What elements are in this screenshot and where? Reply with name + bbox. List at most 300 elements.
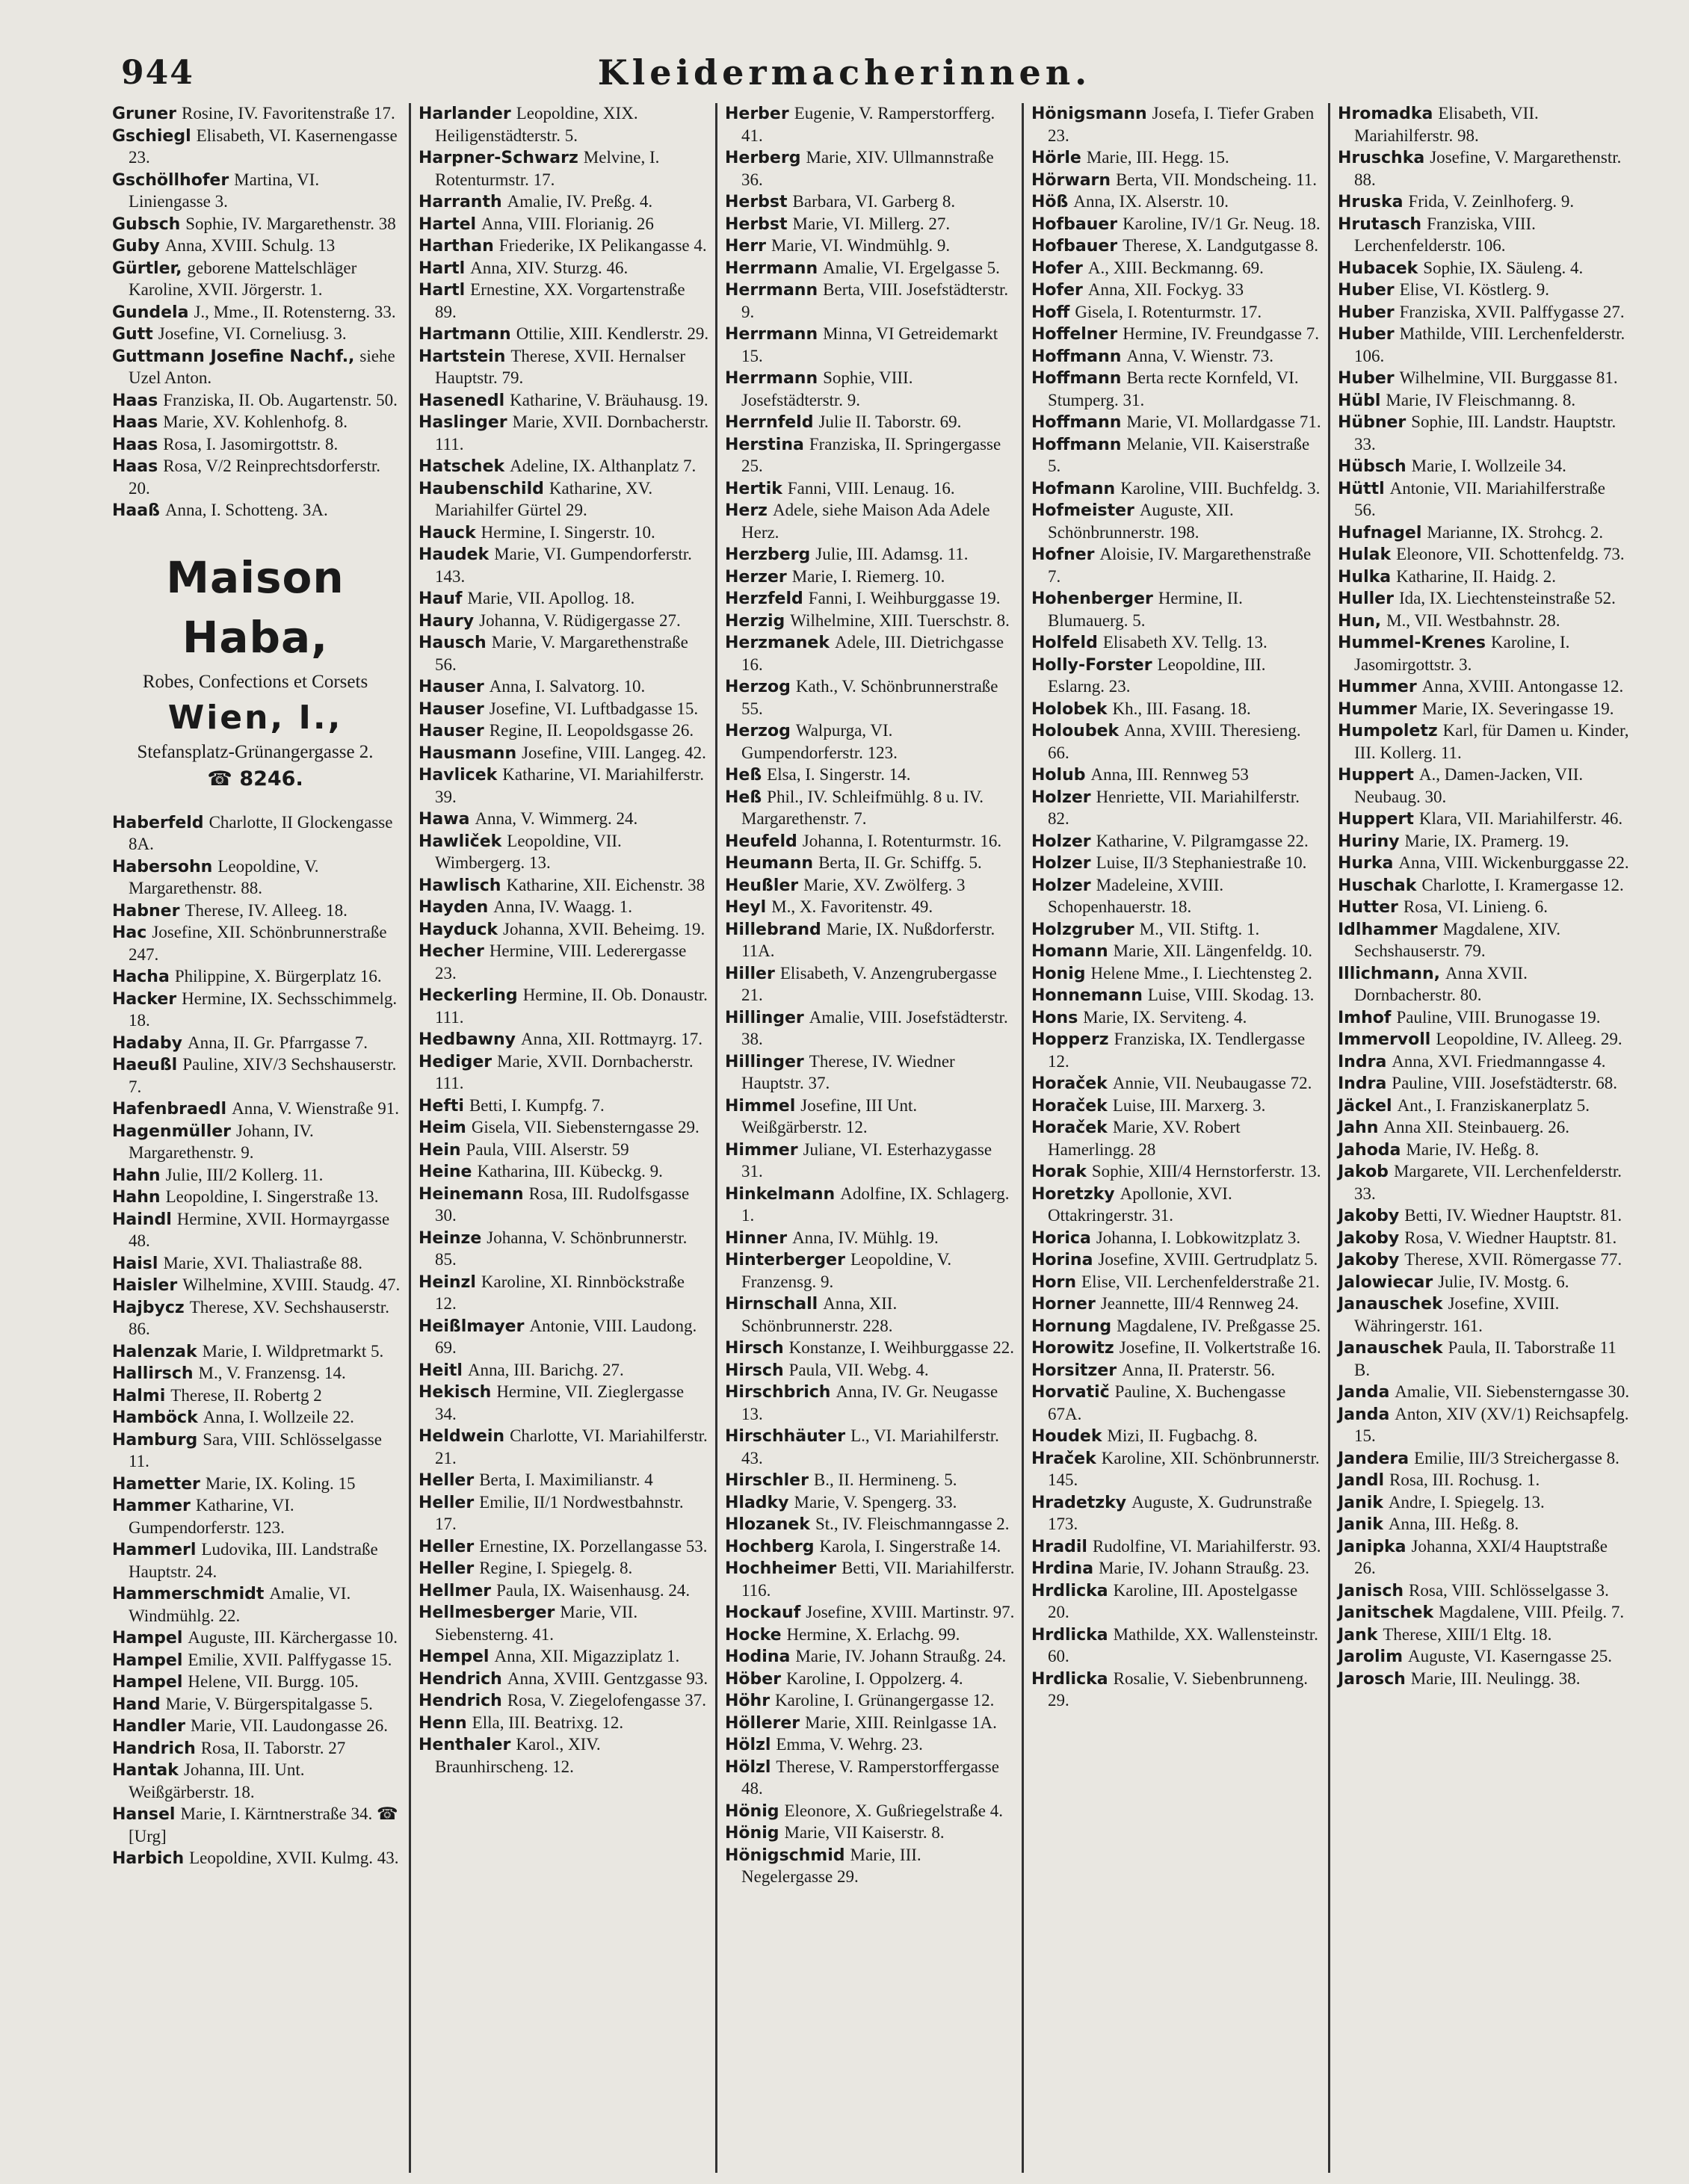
entry-surname: Horn — [1031, 1272, 1077, 1292]
entry-details: Katharine, VI. Gumpendorferstr. 123. — [129, 1496, 294, 1537]
column-1-top-list — [112, 103, 403, 522]
entry-details: Anna, III. Heßg. 8. — [1388, 1515, 1519, 1533]
directory-entry — [419, 390, 709, 412]
entry-details: Leopoldine, IV. Alleeg. 29. — [1436, 1030, 1622, 1048]
entry-surname: Hartl — [419, 259, 466, 278]
entry-surname: Herr — [725, 237, 767, 256]
directory-entry — [1031, 1448, 1322, 1492]
entry-surname: Janik — [1338, 1515, 1383, 1534]
entry-details: Elisabeth XV. Tellg. 13. — [1102, 633, 1267, 652]
entry-details: Josefine, III Unt. Weißgärberstr. 12. — [741, 1095, 918, 1136]
entry-surname: Hulak — [1338, 545, 1392, 564]
directory-entry — [419, 258, 709, 280]
page-number: 944 — [121, 54, 194, 92]
entry-details: Marie, IX. Severingasse 19. — [1421, 699, 1614, 718]
entry-details: Anna, IX. Alserstr. 10. — [1073, 192, 1229, 211]
entry-surname: Henn — [419, 1713, 467, 1733]
entry-details: Anna, II. Gr. Pfarrgasse 7. — [187, 1033, 368, 1052]
entry-details: Karoline, I. Grünangergasse 12. — [775, 1691, 995, 1710]
entry-details: Katharine, XII. Eichenstr. 38 — [506, 875, 705, 894]
entry-surname: Horaček — [1031, 1096, 1108, 1116]
entry-details: Marie, VII Kaiserstr. 8. — [784, 1823, 945, 1842]
directory-entry — [1338, 897, 1631, 919]
entry-details: Eleonore, VII. Schottenfeldg. 73. — [1396, 545, 1625, 563]
directory-entry — [725, 1845, 1016, 1889]
entry-details: Anna, IV. Mühlg. 19. — [792, 1228, 939, 1247]
entry-surname: Horsitzer — [1031, 1361, 1117, 1380]
directory-entry — [112, 966, 403, 989]
directory-entry — [1338, 258, 1631, 280]
entry-details: Sophie, XIII/4 Hernstorferstr. 13. — [1091, 1162, 1321, 1181]
entry-surname: Herzberg — [725, 545, 811, 564]
entry-details: Sophie, III. Landstr. Hauptstr. 33. — [1354, 412, 1617, 454]
entry-surname: Hinner — [725, 1228, 788, 1248]
directory-entry — [1031, 632, 1322, 655]
entry-details: Minna, VI Getreidemarkt 15. — [741, 324, 998, 365]
entry-details: Rosa, V. Wiedner Hauptstr. 81. — [1404, 1228, 1617, 1247]
directory-entry — [1338, 478, 1631, 522]
entry-details: Josefine, XII. Schönbrunnerstraße 247. — [129, 923, 387, 964]
entry-surname: Hertik — [725, 479, 782, 498]
directory-entry — [112, 1495, 403, 1539]
entry-details: L., VI. Mariahilferstr. 43. — [741, 1426, 999, 1467]
entry-details: Leopoldine, XVII. Kulmg. 43. — [189, 1849, 399, 1867]
entry-surname: Hempel — [419, 1648, 490, 1666]
entry-details: Marie, VI. Mollardgasse 71. — [1126, 412, 1321, 431]
directory-entry — [725, 787, 1016, 831]
entry-details: Rosa, I. Jasomirgottstr. 8. — [163, 434, 339, 454]
entry-details: Karoline, I. Jasomirgottstr. 3. — [1354, 633, 1570, 674]
directory-entry — [1338, 1007, 1631, 1030]
entry-surname: Hand — [112, 1695, 161, 1714]
entry-surname: Hradetzky — [1031, 1493, 1127, 1512]
entry-surname: Immervoll — [1338, 1030, 1431, 1049]
directory-entry — [725, 1668, 1016, 1691]
entry-surname: Jakoby — [1338, 1228, 1400, 1248]
directory-entry — [419, 1228, 709, 1272]
directory-entry — [725, 632, 1016, 676]
directory-entry — [725, 1360, 1016, 1382]
entry-surname: Huller — [1338, 590, 1394, 608]
entry-surname: Hekisch — [419, 1383, 492, 1402]
directory-entry — [112, 1583, 403, 1627]
entry-details: Leopoldine, XIX. Heiligenstädterstr. 5. — [435, 104, 638, 145]
entry-surname: Habner — [112, 901, 180, 921]
entry-details: Madeleine, XVIII. Schopenhauerstr. 18. — [1048, 875, 1224, 916]
directory-entry — [112, 1165, 403, 1187]
entry-surname: Jahoda — [1338, 1140, 1401, 1160]
entry-surname: Hauf — [419, 590, 463, 608]
entry-surname: Hirnschall — [725, 1295, 818, 1314]
directory-entry — [419, 103, 709, 147]
directory-entry — [725, 764, 1016, 787]
directory-entry — [419, 1095, 709, 1118]
directory-entry — [1031, 720, 1322, 764]
entry-surname: Hendrich — [419, 1692, 502, 1710]
entry-surname: Hellmesberger — [419, 1603, 555, 1622]
entry-surname: Handrich — [112, 1739, 196, 1758]
entry-surname: Höllerer — [725, 1713, 800, 1733]
entry-details: Paula, IX. Waisenhausg. 24. — [496, 1580, 691, 1600]
directory-entry — [112, 1738, 403, 1760]
entry-details: B., II. Hermineng. 5. — [813, 1470, 957, 1489]
directory-entry — [112, 434, 403, 457]
entry-surname: Hahn — [112, 1166, 161, 1185]
entry-surname: Gubsch — [112, 214, 181, 234]
entry-details: Marie, IV. Heßg. 8. — [1406, 1139, 1540, 1159]
directory-entry — [1338, 324, 1631, 368]
entry-details: Mathilde, VIII. Lerchenfelderstr. 106. — [1354, 324, 1625, 365]
directory-entry — [1031, 279, 1322, 302]
entry-details: Andre, I. Spiegelg. 13. — [1388, 1492, 1545, 1512]
entry-surname: Heß — [725, 788, 762, 807]
entry-surname: Handler — [112, 1717, 185, 1736]
directory-entry — [1031, 1360, 1322, 1382]
directory-entry — [725, 1734, 1016, 1757]
directory-entry — [419, 743, 709, 765]
entry-details: Hermine, II. Blumauerg. 5. — [1048, 589, 1243, 630]
entry-surname: Hörle — [1031, 149, 1081, 167]
entry-surname: Heißlmayer — [419, 1317, 525, 1336]
entry-details: Therese, XIII/1 Eltg. 18. — [1383, 1624, 1552, 1644]
directory-entry — [419, 412, 709, 456]
entry-surname: Himmer — [725, 1140, 798, 1160]
directory-entry — [1338, 875, 1631, 897]
entry-surname: Janda — [1338, 1383, 1390, 1402]
entry-details: Marie, IV. Johann Straußg. 24. — [795, 1647, 1007, 1665]
directory-entry — [419, 1713, 709, 1735]
entry-details: Therese, IV. Alleeg. 18. — [185, 900, 348, 920]
entry-surname: Horvatič — [1031, 1383, 1110, 1402]
entry-details: A., Damen-Jacken, VII. Neubaug. 30. — [1354, 765, 1584, 806]
entry-details: Anna, XII. Schönbrunnerstr. 228. — [741, 1294, 898, 1335]
directory-entry — [725, 1713, 1016, 1735]
entry-surname: Huber — [1338, 303, 1395, 322]
entry-details: Franziska, II. Ob. Augartenstr. 50. — [163, 390, 398, 409]
entry-surname: Hasenedl — [419, 391, 505, 410]
entry-surname: Hohenberger — [1031, 590, 1153, 608]
entry-details: Adele, siehe Maison Ada Adele Herz. — [741, 501, 990, 542]
entry-details: Josefine, VIII. Langeg. 42. — [522, 743, 706, 762]
directory-entry — [419, 632, 709, 676]
entry-details: Hermine, II. Ob. Donaustr. 111. — [435, 986, 708, 1027]
directory-entry — [1338, 632, 1631, 676]
entry-details: Margarete, VII. Lerchenfelderstr. 33. — [1354, 1162, 1622, 1203]
directory-entry — [1338, 544, 1631, 566]
directory-entry — [1031, 1558, 1322, 1580]
entry-surname: Holobek — [1031, 699, 1108, 719]
entry-surname: Harlander — [419, 105, 511, 123]
entry-surname: Homann — [1031, 942, 1108, 961]
entry-details: Katharine, VI. Mariahilferstr. 39. — [435, 765, 705, 806]
column-2 — [411, 103, 717, 2173]
entry-details: Fanni, I. Weihburggasse 19. — [808, 589, 1001, 607]
entry-details: Katharine, V. Pilgramgasse 22. — [1096, 831, 1309, 850]
entry-surname: Haberfeld — [112, 813, 204, 832]
directory-entry — [112, 1473, 403, 1496]
entry-details: Johann, IV. Margarethenstr. 9. — [129, 1121, 314, 1162]
entry-surname: Herzfeld — [725, 590, 803, 608]
entry-details: Helene Mme., I. Liechtensteg 2. — [1090, 963, 1312, 983]
directory-entry — [1031, 1382, 1322, 1426]
entry-details: Hermine, X. Erlachg. 99. — [786, 1624, 960, 1644]
entry-details: Marie, XV. Robert Hamerlingg. 28 — [1048, 1118, 1241, 1159]
directory-entry — [725, 1514, 1016, 1536]
entry-surname: Horowitz — [1031, 1339, 1114, 1358]
ad-subtitle: Robes, Confections et Corsets — [142, 671, 368, 692]
entry-details: Amalie, IV. Preßg. 4. — [507, 192, 653, 211]
entry-details: Walpurga, VI. Gumpendorferstr. 123. — [741, 721, 898, 762]
entry-surname: Hoffelner — [1031, 325, 1118, 344]
entry-surname: Hartmann — [419, 325, 511, 344]
directory-entry — [1338, 1139, 1631, 1162]
entry-surname: Hocke — [725, 1625, 782, 1645]
entry-details: Therese, V. Ramperstorffergasse 48. — [741, 1757, 999, 1798]
entry-surname: Hoffmann — [1031, 413, 1122, 432]
entry-details: Anna XII. Steinbauerg. 26. — [1383, 1118, 1570, 1136]
directory-entry — [112, 812, 403, 856]
entry-surname: Hopperz — [1031, 1030, 1109, 1049]
directory-entry — [112, 1671, 403, 1694]
entry-details: Leopoldine, VII. Wimbergerg. 13. — [435, 831, 622, 872]
entry-details: Ida, IX. Liechtensteinstraße 52. — [1398, 589, 1616, 607]
entry-surname: Herbst — [725, 193, 788, 211]
entry-surname: Haas — [112, 413, 158, 432]
directory-entry — [419, 1139, 709, 1162]
directory-entry — [1338, 588, 1631, 610]
directory-entry — [112, 900, 403, 923]
entry-surname: Hirsch — [725, 1361, 784, 1380]
directory-entry — [1338, 1514, 1631, 1536]
directory-entry — [112, 989, 403, 1033]
entry-surname: Heumann — [725, 854, 814, 873]
entry-surname: Hüttl — [1338, 479, 1385, 498]
entry-details: Amalie, VIII. Josefstädterstr. 38. — [741, 1007, 1008, 1048]
entry-details: A., XIII. Beckmanng. 69. — [1087, 258, 1264, 277]
entry-details: Anna, III. Barichg. 27. — [467, 1360, 624, 1379]
entry-surname: Hoffmann — [1031, 369, 1122, 388]
entry-details: Ella, III. Beatrixg. 12. — [472, 1713, 624, 1732]
entry-surname: Herzig — [725, 611, 785, 631]
directory-entry — [1338, 214, 1631, 258]
directory-entry — [1031, 324, 1322, 346]
directory-entry — [419, 1690, 709, 1713]
entry-details: Rosine, IV. Favoritenstraße 17. — [182, 104, 395, 123]
directory-entry — [112, 1363, 403, 1385]
entry-surname: Hurka — [1338, 854, 1394, 873]
directory-entry — [725, 1558, 1016, 1602]
entry-details: Kath., V. Schönbrunnerstraße 55. — [741, 677, 998, 718]
directory-entry — [725, 258, 1016, 280]
directory-entry — [1031, 1624, 1322, 1668]
entry-details: Ludovika, III. Landstraße Hauptstr. 24. — [129, 1540, 378, 1581]
column-4 — [1024, 103, 1330, 2173]
entry-details: Anna, XVIII. Gentzgasse 93. — [507, 1668, 708, 1688]
entry-surname: Herrmann — [725, 259, 818, 278]
directory-entry — [725, 1624, 1016, 1647]
entry-surname: Hummer — [1338, 678, 1417, 696]
entry-details: Sara, VIII. Schlösselgasse 11. — [129, 1429, 382, 1470]
directory-entry — [1031, 235, 1322, 258]
entry-details: Marie, VI. Windmühlg. 9. — [771, 236, 951, 255]
directory-entry — [419, 522, 709, 545]
directory-entry — [1338, 1249, 1631, 1272]
entry-details: Hermine, XVII. Hormayrgasse 48. — [129, 1209, 390, 1250]
directory-entry — [112, 1848, 403, 1870]
entry-details: Johanna, XXI/4 Hauptstraße 26. — [1354, 1536, 1608, 1577]
directory-entry — [419, 1029, 709, 1051]
directory-entry — [1338, 1095, 1631, 1118]
entry-surname: Herber — [725, 105, 789, 123]
directory-entry — [419, 588, 709, 610]
entry-details: Marie, III. Hegg. 15. — [1086, 148, 1229, 167]
entry-details: Gisela, I. Rotenturmstr. 17. — [1075, 302, 1262, 321]
entry-surname: Hamburg — [112, 1430, 198, 1450]
entry-details: Emilie, III/3 Streichergasse 8. — [1414, 1448, 1619, 1467]
entry-surname: Haaß — [112, 501, 160, 520]
entry-surname: Hediger — [419, 1052, 493, 1071]
entry-details: Jeannette, III/4 Rennweg 24. — [1100, 1294, 1299, 1313]
entry-surname: Hölzl — [725, 1736, 771, 1754]
entry-surname: Horica — [1031, 1228, 1091, 1248]
directory-entry — [1338, 279, 1631, 302]
entry-surname: Holfeld — [1031, 634, 1098, 652]
ad-phone: ☎ 8246. — [207, 767, 303, 791]
entry-surname: Hausmann — [419, 743, 517, 763]
entry-details: Karoline, VIII. Buchfeldg. 3. — [1120, 478, 1321, 498]
entry-details: Johanna, III. Unt. Weißgärberstr. 18. — [129, 1760, 305, 1801]
entry-details: Marie, III. Negelergasse 29. — [741, 1845, 921, 1886]
directory-entry — [419, 941, 709, 985]
entry-surname: Herzmanek — [725, 634, 830, 652]
entry-details: Katharine, V. Bräuhausg. 19. — [510, 390, 708, 409]
entry-surname: Hönig — [725, 1824, 779, 1843]
entry-details: Karol., XIV. Braunhirscheng. 12. — [435, 1735, 601, 1776]
directory-entry — [1338, 1073, 1631, 1095]
directory-entry — [1338, 676, 1631, 699]
entry-details: Marie, VII. Siebensterng. 41. — [435, 1603, 638, 1644]
directory-entry — [1338, 522, 1631, 545]
entry-surname: Hartstein — [419, 347, 506, 366]
entry-surname: Huber — [1338, 281, 1395, 300]
entry-details: Anna, I. Wollzeile 22. — [203, 1408, 354, 1426]
entry-surname: Hahn — [112, 1188, 161, 1207]
directory-entry — [725, 588, 1016, 610]
entry-surname: Holzer — [1031, 854, 1091, 873]
entry-details: Josefa, I. Tiefer Graben 23. — [1048, 104, 1315, 145]
directory-entry — [1031, 1316, 1322, 1338]
entry-details: Anna, VIII. Wickenburggasse 22. — [1398, 853, 1629, 872]
entry-surname: Hutter — [1338, 898, 1398, 917]
column-2-list — [419, 103, 709, 1778]
entry-surname: Idlhammer — [1338, 920, 1438, 939]
entry-surname: Henthaler — [419, 1736, 511, 1754]
entry-details: Emilie, II/1 Nordwestbahnstr. 17. — [435, 1492, 684, 1533]
entry-surname: Haisl — [112, 1254, 158, 1273]
entry-surname: Huber — [1338, 369, 1395, 388]
directory-entry — [1031, 368, 1322, 412]
directory-entry — [1031, 1272, 1322, 1294]
directory-entry — [1338, 1448, 1631, 1470]
entry-details: Anna, XVIII. Schulg. 13 — [164, 236, 336, 255]
directory-entry — [112, 214, 403, 236]
directory-entry — [1338, 368, 1631, 390]
entry-details: M., VII. Westbahnstr. 28. — [1386, 610, 1560, 630]
entry-surname: Hochberg — [725, 1537, 815, 1556]
directory-entry — [1338, 720, 1631, 764]
entry-details: Anna, XII. Fockyg. 33 — [1087, 280, 1244, 299]
directory-entry — [112, 1429, 403, 1473]
directory-entry — [1338, 1228, 1631, 1250]
directory-entry — [112, 1407, 403, 1429]
column-5 — [1330, 103, 1637, 2173]
directory-entry — [1338, 412, 1631, 456]
entry-surname: Horina — [1031, 1251, 1093, 1269]
entry-details: Rudolfine, VI. Mariahilferstr. 93. — [1092, 1536, 1321, 1556]
entry-details: Marie, IV Fleischmanng. 8. — [1386, 390, 1576, 409]
entry-surname: Huriny — [1338, 832, 1400, 851]
directory-entry — [725, 1646, 1016, 1668]
column-4-list — [1031, 103, 1322, 1713]
entry-details: Antonie, VII. Mariahilferstraße 56. — [1354, 478, 1605, 519]
entry-surname: Hawa — [419, 810, 470, 829]
entry-details: M., VII. Stiftg. 1. — [1139, 919, 1260, 938]
entry-details: Adele, III. Dietrichgasse 16. — [741, 633, 1004, 674]
directory-entry — [419, 919, 709, 941]
entry-details: Josefine, V. Margarethenstr. 88. — [1354, 148, 1622, 189]
entry-details: Marie, V. Spengerg. 33. — [794, 1492, 957, 1512]
directory-entry — [419, 1316, 709, 1360]
directory-entry — [725, 1690, 1016, 1713]
entry-surname: Holly-Forster — [1031, 655, 1152, 675]
entry-details: Marie, XV. Kohlenhofg. 8. — [163, 412, 348, 431]
entry-details: Rosa, VIII. Schlösselgasse 3. — [1409, 1580, 1609, 1600]
entry-details: Marie, VI. Gumpendorferstr. 143. — [435, 545, 692, 586]
directory-entry — [419, 764, 709, 808]
directory-entry — [1031, 1426, 1322, 1448]
entry-details: Josefine, VI. Corneliusg. 3. — [158, 324, 347, 343]
entry-details: Marie, VII. Apollog. 18. — [467, 589, 635, 607]
directory-entry — [112, 1627, 403, 1650]
entry-surname: Herstina — [725, 435, 804, 454]
entry-surname: Havlicek — [419, 766, 498, 785]
directory-entry — [1338, 566, 1631, 589]
directory-entry — [419, 1558, 709, 1580]
entry-surname: Hawlisch — [419, 876, 501, 895]
entry-details: Aloisie, IV. Margarethenstraße 7. — [1048, 545, 1312, 586]
entry-details: Gisela, VII. Siebensterngasse 29. — [471, 1118, 700, 1136]
entry-details: Leopoldine, III. Eslarng. 23. — [1048, 655, 1266, 696]
entry-details: Hermine, I. Singerstr. 10. — [481, 522, 655, 542]
entry-details: Karl, für Damen u. Kinder, III. Kollerg. 11. — [1354, 721, 1629, 762]
entry-details: M., V. Franzensg. 14. — [198, 1364, 346, 1382]
directory-entry — [112, 390, 403, 412]
entry-details: Therese, X. Landgutgasse 8. — [1123, 236, 1318, 255]
directory-entry — [1338, 1293, 1631, 1337]
entry-details: Pauline, XIV/3 Sechshauserstr. 7. — [129, 1055, 397, 1096]
entry-surname: Hrutasch — [1338, 214, 1422, 234]
directory-entry — [419, 279, 709, 324]
directory-entry — [1031, 434, 1322, 478]
entry-details: Henriette, VII. Mariahilferstr. 82. — [1048, 787, 1300, 828]
entry-details: Rosa, III. Rochusg. 1. — [1389, 1470, 1540, 1489]
entry-surname: Hammerl — [112, 1541, 197, 1559]
entry-details: Hermine, VIII. Lederergasse 23. — [435, 941, 687, 983]
entry-surname: Heller — [419, 1537, 475, 1556]
entry-surname: Heine — [419, 1163, 472, 1181]
directory-entry — [1031, 1117, 1322, 1161]
entry-surname: Haslinger — [419, 413, 507, 432]
